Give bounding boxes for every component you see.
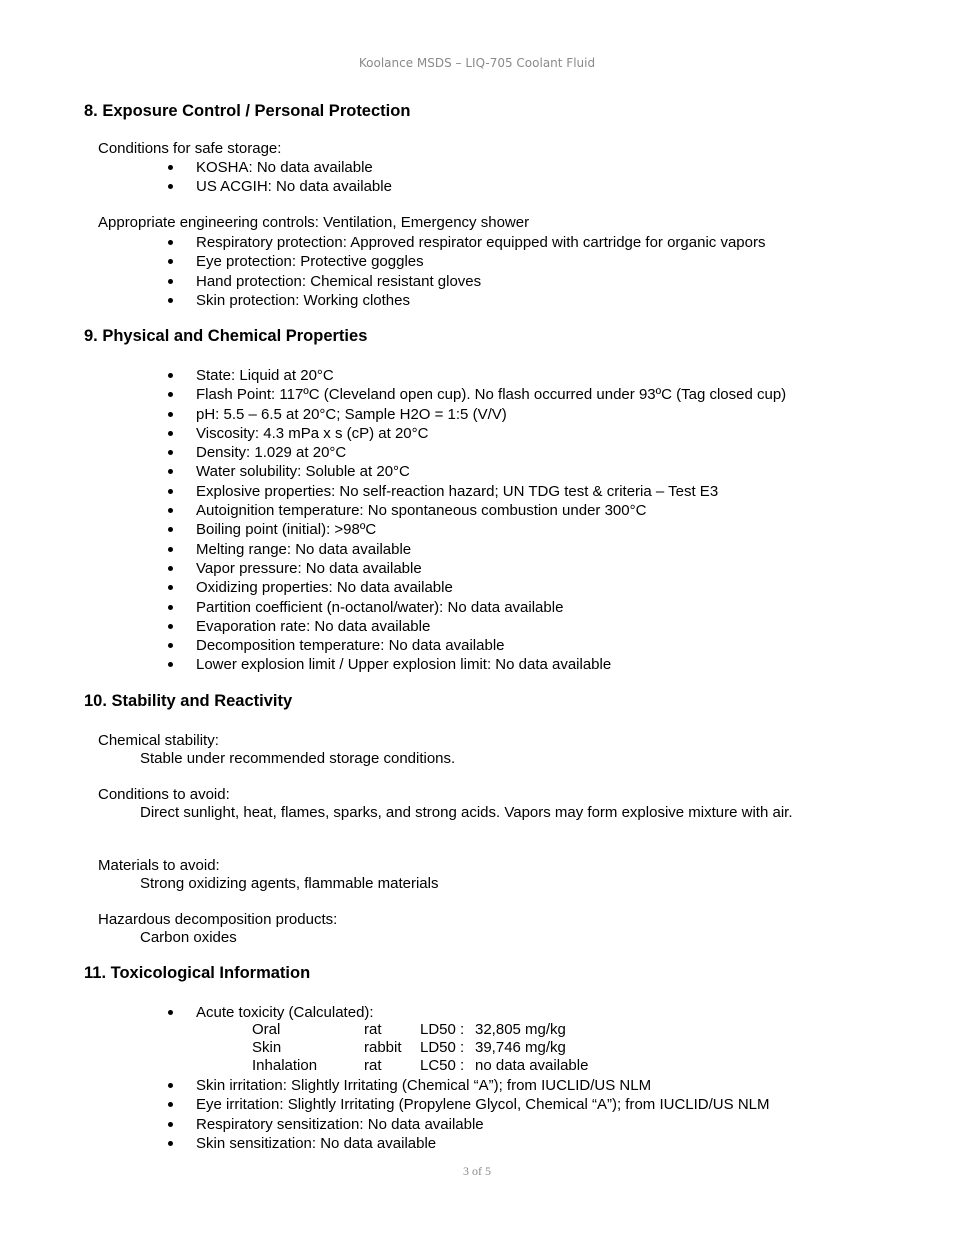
list-item: KOSHA: No data available xyxy=(168,158,392,177)
value-cell: 39,746 mg/kg xyxy=(475,1039,566,1056)
materials-to-avoid-text: Strong oxidizing agents, flammable materials xyxy=(140,875,439,892)
engineering-controls-label: Appropriate engineering controls: Ventilation, Emergency shower xyxy=(98,214,530,231)
table-row xyxy=(252,1057,588,1075)
materials-to-avoid-label: Materials to avoid: xyxy=(98,857,220,874)
conditions-to-avoid-text: Direct sunlight, heat, flames, sparks, and strong acids. Vapors may form explosive mixture with air. xyxy=(140,804,793,821)
acute-toxicity-list xyxy=(168,1003,374,1022)
engineering-controls-list xyxy=(168,233,765,310)
conditions-to-avoid-label: Conditions to avoid: xyxy=(98,786,230,803)
list-item: Respiratory protection: Approved respirator equipped with cartridge for organic vapors xyxy=(168,233,765,252)
table-row xyxy=(252,1021,588,1039)
list-item: State: Liquid at 20°C xyxy=(168,366,786,385)
hazardous-decomposition-text: Carbon oxides xyxy=(140,929,237,946)
list-item: Skin irritation: Slightly Irritating (Chemical “A”); from IUCLID/US NLM xyxy=(168,1076,770,1095)
storage-list xyxy=(168,158,392,197)
page-header: Koolance MSDS – LIQ-705 Coolant Fluid xyxy=(358,56,596,70)
measure-cell: LD50 : xyxy=(420,1039,465,1056)
list-item: pH: 5.5 – 6.5 at 20°C; Sample H2O = 1:5 (V/V) xyxy=(168,405,786,424)
list-item: Flash Point: 117ºC (Cleveland open cup). No flash occurred under 93ºC (Tag closed cup) xyxy=(168,385,786,404)
list-item: Water solubility: Soluble at 20°C xyxy=(168,462,786,481)
list-item: Skin protection: Working clothes xyxy=(168,291,765,310)
species-cell: rabbit xyxy=(364,1039,402,1056)
list-item: Eye irritation: Slightly Irritating (Propylene Glycol, Chemical “A”); from IUCLID/US NLM xyxy=(168,1095,770,1114)
list-item: Hand protection: Chemical resistant gloves xyxy=(168,272,765,291)
list-item: Density: 1.029 at 20°C xyxy=(168,443,786,462)
page-number: 3 of 5 xyxy=(463,1164,491,1178)
list-item: Skin sensitization: No data available xyxy=(168,1134,770,1153)
list-item: Lower explosion limit / Upper explosion limit: No data available xyxy=(168,655,786,674)
list-item: Respiratory sensitization: No data available xyxy=(168,1115,770,1134)
route-cell: Inhalation xyxy=(252,1057,318,1074)
list-item: Acute toxicity (Calculated): xyxy=(168,1003,374,1022)
value-cell: 32,805 mg/kg xyxy=(475,1021,566,1038)
list-item: Explosive properties: No self-reaction hazard; UN TDG test & criteria – Test E3 xyxy=(168,482,786,501)
measure-cell: LD50 : xyxy=(420,1021,465,1038)
species-cell: rat xyxy=(364,1021,382,1038)
list-item: Decomposition temperature: No data available xyxy=(168,636,786,655)
list-item: Boiling point (initial): >98ºC xyxy=(168,520,786,539)
list-item: Melting range: No data available xyxy=(168,540,786,559)
properties-list xyxy=(168,366,786,675)
toxicology-list xyxy=(168,1076,770,1153)
route-cell: Oral xyxy=(252,1021,281,1038)
list-item: Viscosity: 4.3 mPa x s (cP) at 20°C xyxy=(168,424,786,443)
chemical-stability-text: Stable under recommended storage conditions. xyxy=(140,750,456,767)
section-9-title: 9. Physical and Chemical Properties xyxy=(84,327,368,345)
storage-label: Conditions for safe storage: xyxy=(98,140,282,157)
section-10-title: 10. Stability and Reactivity xyxy=(84,692,293,710)
value-cell: no data available xyxy=(475,1057,589,1074)
list-item: US ACGIH: No data available xyxy=(168,177,392,196)
hazardous-decomposition-label: Hazardous decomposition products: xyxy=(98,911,338,928)
chemical-stability-label: Chemical stability: xyxy=(98,732,219,749)
route-cell: Skin xyxy=(252,1039,282,1056)
list-item: Oxidizing properties: No data available xyxy=(168,578,786,597)
table-row xyxy=(252,1039,588,1057)
list-item: Partition coefficient (n-octanol/water): No data available xyxy=(168,598,786,617)
list-item: Evaporation rate: No data available xyxy=(168,617,786,636)
measure-cell: LC50 : xyxy=(420,1057,465,1074)
list-item: Autoignition temperature: No spontaneous combustion under 300°C xyxy=(168,501,786,520)
section-8-title: 8. Exposure Control / Personal Protection xyxy=(84,102,411,120)
acute-toxicity-table xyxy=(252,1021,588,1075)
section-11-title: 11. Toxicological Information xyxy=(84,964,311,982)
list-item: Eye protection: Protective goggles xyxy=(168,252,765,271)
list-item: Vapor pressure: No data available xyxy=(168,559,786,578)
species-cell: rat xyxy=(364,1057,382,1074)
